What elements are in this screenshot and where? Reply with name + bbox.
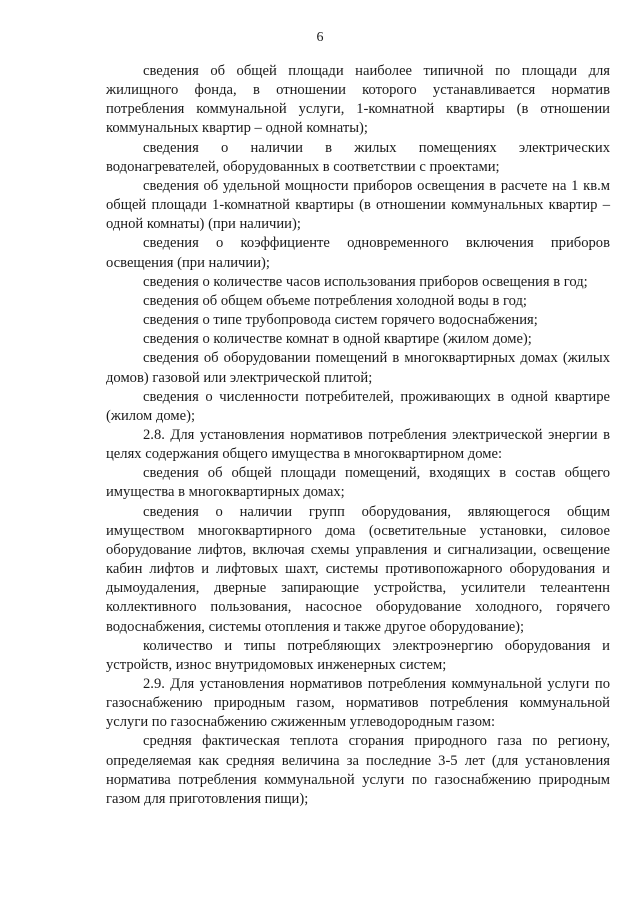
paragraph: сведения об удельной мощности приборов освещения в расчете на 1 кв.м общей площади 1-комнатной квартиры (в отношении коммунальных квартир – одной комнаты) (при наличии); [106, 177, 610, 233]
paragraph: сведения об общей площади наиболее типичной по площади для жилищного фонда, в отношении которого устанавливается норматив потребления коммунальной услуги, 1-комнатной квартиры (в отношении коммунальных квартир – одной комнаты); [106, 63, 610, 137]
paragraph: количество и типы потребляющих электроэнергию оборудования и устройств, износ внутридомовых инженерных систем; [106, 637, 610, 673]
page-number: 6 [316, 30, 324, 45]
document-body [106, 62, 610, 809]
paragraph: сведения о типе трубопровода систем горячего водоснабжения; [143, 312, 538, 329]
paragraph: сведения об общей площади помещений, входящих в состав общего имущества в многоквартирных домах; [106, 465, 610, 501]
paragraph: сведения о коэффициенте одновременного включения приборов освещения (при наличии); [106, 235, 610, 271]
paragraph: средняя фактическая теплота сгорания природного газа по региону, определяемая как средняя величина за последние 3-5 лет (для установления норматива потребления коммунальной услуги по газоснабжению природным газом для приготовления пищи); [106, 733, 610, 807]
paragraph: сведения о наличии групп оборудования, являющегося общим имуществом многоквартирного дома (осветительные установки, силовое оборудование лифтов, включая схемы управления и сигнализации, освещение кабин лифтов и лифтовых шахт, системы противопожарного оборудования и дымоудаления, дверные запирающие устройства, усилители телеантенн коллективного пользования, насосное оборудование холодного, горячего водоснабжения, системы отопления и также другое оборудование); [106, 503, 610, 635]
paragraph: сведения об оборудовании помещений в многоквартирных домах (жилых домов) газовой или электрической плитой; [106, 350, 610, 386]
paragraph: сведения о количестве комнат в одной квартире (жилом доме); [143, 331, 532, 348]
paragraph: сведения о численности потребителей, проживающих в одной квартире (жилом доме); [106, 388, 610, 424]
section-heading-2-9: 2.9. Для установления нормативов потребления коммунальной услуги по газоснабжению природным газом, нормативов потребления коммунальной услуги по газоснабжению сжиженным углеводородным газом: [106, 676, 610, 731]
paragraph: сведения о наличии в жилых помещениях электрических водонагревателей, оборудованных в соответствии с проектами; [106, 139, 610, 175]
paragraph: сведения о количестве часов использования приборов освещения в год; [143, 273, 588, 290]
section-heading-2-8: 2.8. Для установления нормативов потребления электрической энергии в целях содержания общего имущества в многоквартирном доме: [106, 426, 610, 463]
paragraph: сведения об общем объеме потребления холодной воды в год; [143, 292, 527, 309]
